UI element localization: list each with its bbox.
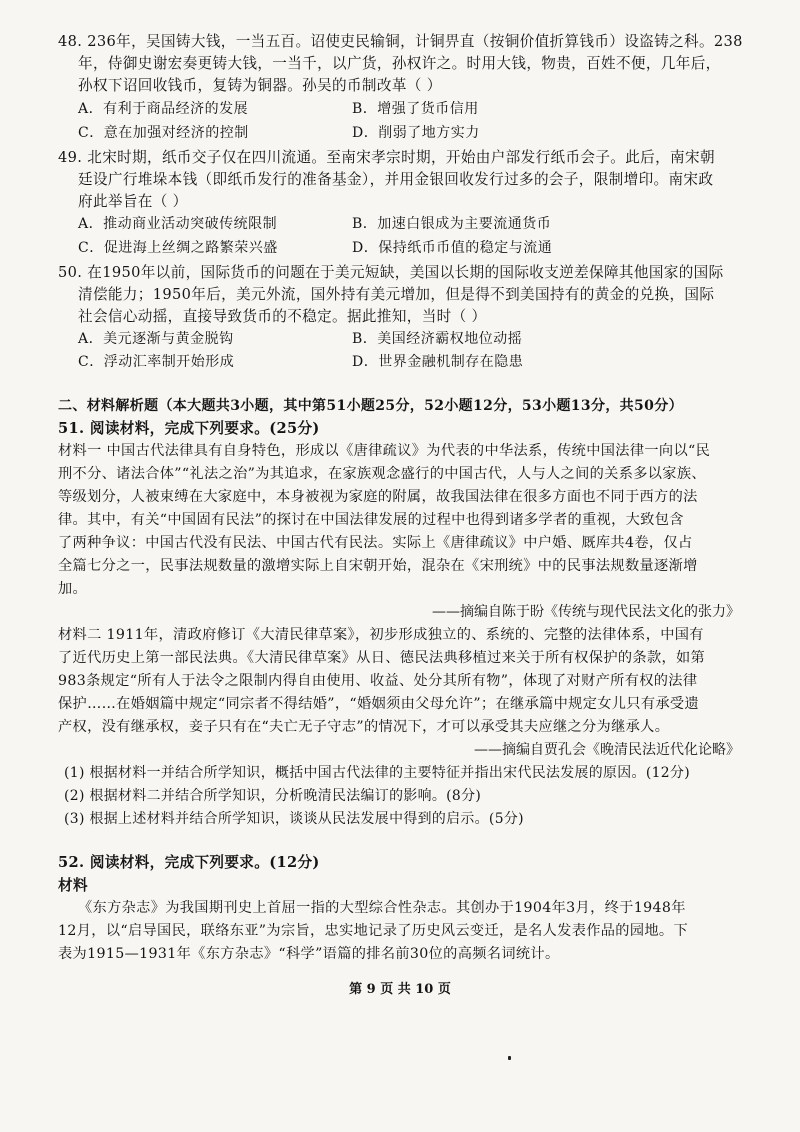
q51-subquestion-1: (1) 根据材料一并结合所学知识，概括中国古代法律的主要特征并指出宋代民法发展的原因。(12分) xyxy=(64,765,691,781)
q48-option-c: C．意在加强对经济的控制 xyxy=(78,125,249,141)
q50-option-a: A．美元逐渐与黄金脱钩 xyxy=(78,331,234,347)
q51-material-2-source: ——摘编自贾孔会《晚清民法近代化论略》 xyxy=(474,742,740,758)
q52-line-3: 表为1915—1931年《东方杂志》“科学”语篇的排名前30位的高频名词统计。 xyxy=(58,946,560,962)
q49-line-2: 廷设广行堆垛本钱（即纸币发行的准备基金），并用金银回收发行过多的会子，限制增印。南宋政 xyxy=(78,171,714,188)
q49-line-1: 49. 北宋时期，纸币交子仅在四川流通。至南宋孝宗时期，开始由户部发行纸币会子。此后，南宋朝 xyxy=(58,149,715,166)
page-number: 第 9 页 共 10 页 xyxy=(349,982,451,997)
q51-material-1-source: ——摘编自陈于盼《传统与现代民法文化的张力》 xyxy=(432,604,740,620)
q48-line-3: 孙权下诏回收钱币，复铸为铜器。孙吴的币制改革（ ） xyxy=(78,77,442,94)
q51-material-2-line-2: 了近代历史上第一部民法典。《大清民律草案》从日、德民法典移植过来关于所有权保护的条款，如第 xyxy=(58,650,706,666)
q51-subquestion-2: (2) 根据材料二并结合所学知识，分析晚清民法编订的影响。(8分) xyxy=(64,788,482,804)
q51-material-1-line-7: 加。 xyxy=(58,581,88,597)
q51-material-2-line-4: 保护……在婚姻篇中规定“同宗者不得结婚”，“婚姻须由父母允许”；在继承篇中规定女儿只有承受遗 xyxy=(58,696,699,712)
q49-line-3: 府此举旨在（ ） xyxy=(78,193,188,210)
q48-line-2: 年，侍御史谢宏奏更铸大钱，一当千，以广货，孙权许之。时用大钱，物贵，百姓不便，几年后， xyxy=(78,55,721,72)
q48-option-a: A．有利于商品经济的发展 xyxy=(78,101,249,117)
q48-option-d: D．削弱了地方实力 xyxy=(352,125,480,141)
q51-material-1-line-4: 律。其中，有关“中国固有民法”的探讨在中国法律发展的过程中也得到诸多学者的重视，大致包含 xyxy=(58,512,684,528)
q49-option-d: D．保持纸币币值的稳定与流通 xyxy=(352,240,553,256)
q48-line-1: 48. 236年，吴国铸大钱，一当五百。诏使吏民输铜，计铜畀直（按铜价值折算钱币）设盗铸之科。238 xyxy=(58,33,743,50)
q50-line-2: 清偿能力；1950年后，美元外流，国外持有美元增加，但是得不到美国持有的黄金的兑换，国际 xyxy=(78,286,715,303)
q52-material-label: 材料 xyxy=(58,877,88,894)
q50-line-1: 50. 在1950年以前，国际货币的问题在于美元短缺，美国以长期的国际收支逆差保障其他国家的国际 xyxy=(58,264,724,281)
q50-option-b: B．美国经济霸权地位动摇 xyxy=(352,331,523,347)
q51-subquestion-3: (3) 根据上述材料并结合所学知识，谈谈从民法发展中得到的启示。(5分) xyxy=(64,811,524,827)
q51-material-1-line-1: 材料一 中国古代法律具有自身特色，形成以《唐律疏议》为代表的中华法系，传统中国法律一向以“民 xyxy=(58,443,711,459)
q52-line-2: 12月，以“启导国民，联络东亚”为宗旨，忠实地记录了历史风云变迁，是名人发表作品的园地。下 xyxy=(58,923,688,939)
q52-line-1: 《东方杂志》为我国期刊史上首屈一指的大型综合性杂志。其创办于1904年3月，终于1948年 xyxy=(78,900,686,916)
q51-material-2-line-1: 材料二 1911年，清政府修订《大清民律草案》，初步形成独立的、系统的、完整的法律体系，中国有 xyxy=(58,627,704,643)
q50-line-3: 社会信心动摇，直接导致货币的不稳定。据此推知，当时（ ） xyxy=(78,308,487,325)
q51-material-1-line-6: 全篇七分之一，民事法规数量的激增实际上自宋朝开始，混杂在《宋刑统》中的民事法规数量逐渐增 xyxy=(58,558,698,574)
q51-material-2-line-5: 产权，没有继承权，妾子只有在“夫亡无子守志”的情况下，才可以承受其夫应继之分为继承人。 xyxy=(58,719,670,735)
q52-heading: 52. 阅读材料，完成下列要求。(12分) xyxy=(58,854,320,871)
q49-option-c: C．促进海上丝绸之路繁荣兴盛 xyxy=(78,240,278,256)
q48-option-b: B．增强了货币信用 xyxy=(352,101,479,117)
q51-material-1-line-3: 等级划分，人被束缚在大家庭中，本身被视为家庭的附属，故我国法律在很多方面也不同于西方的法 xyxy=(58,489,698,505)
ink-dot xyxy=(508,1056,511,1060)
q50-option-d: D．世界金融机制存在隐患 xyxy=(352,354,524,370)
q50-option-c: C．浮动汇率制开始形成 xyxy=(78,354,235,370)
q51-material-1-line-5: 了两种争议：中国古代没有民法、中国古代有民法。实际上《唐律疏议》中户婚、厩库共4卷，仅占 xyxy=(58,535,693,551)
q51-heading: 51. 阅读材料，完成下列要求。(25分) xyxy=(58,420,320,437)
section-2-title: 二、材料解析题（本大题共3小题，其中第51小题25分，52小题12分，53小题13分，共50分） xyxy=(58,398,683,414)
q51-material-2-line-3: 983条规定“所有人于法令之限制内得自由使用、收益、处分其所有物”，体现了对财产所有权的法律 xyxy=(58,673,698,689)
q49-option-b: B．加速白银成为主要流通货币 xyxy=(352,216,552,232)
q49-option-a: A．推动商业活动突破传统限制 xyxy=(78,216,278,232)
q51-material-1-line-2: 刑不分、诸法合体”“礼法之治”为其追求，在家族观念盛行的中国古代，人与人之间的关系多以家族、 xyxy=(58,466,706,482)
